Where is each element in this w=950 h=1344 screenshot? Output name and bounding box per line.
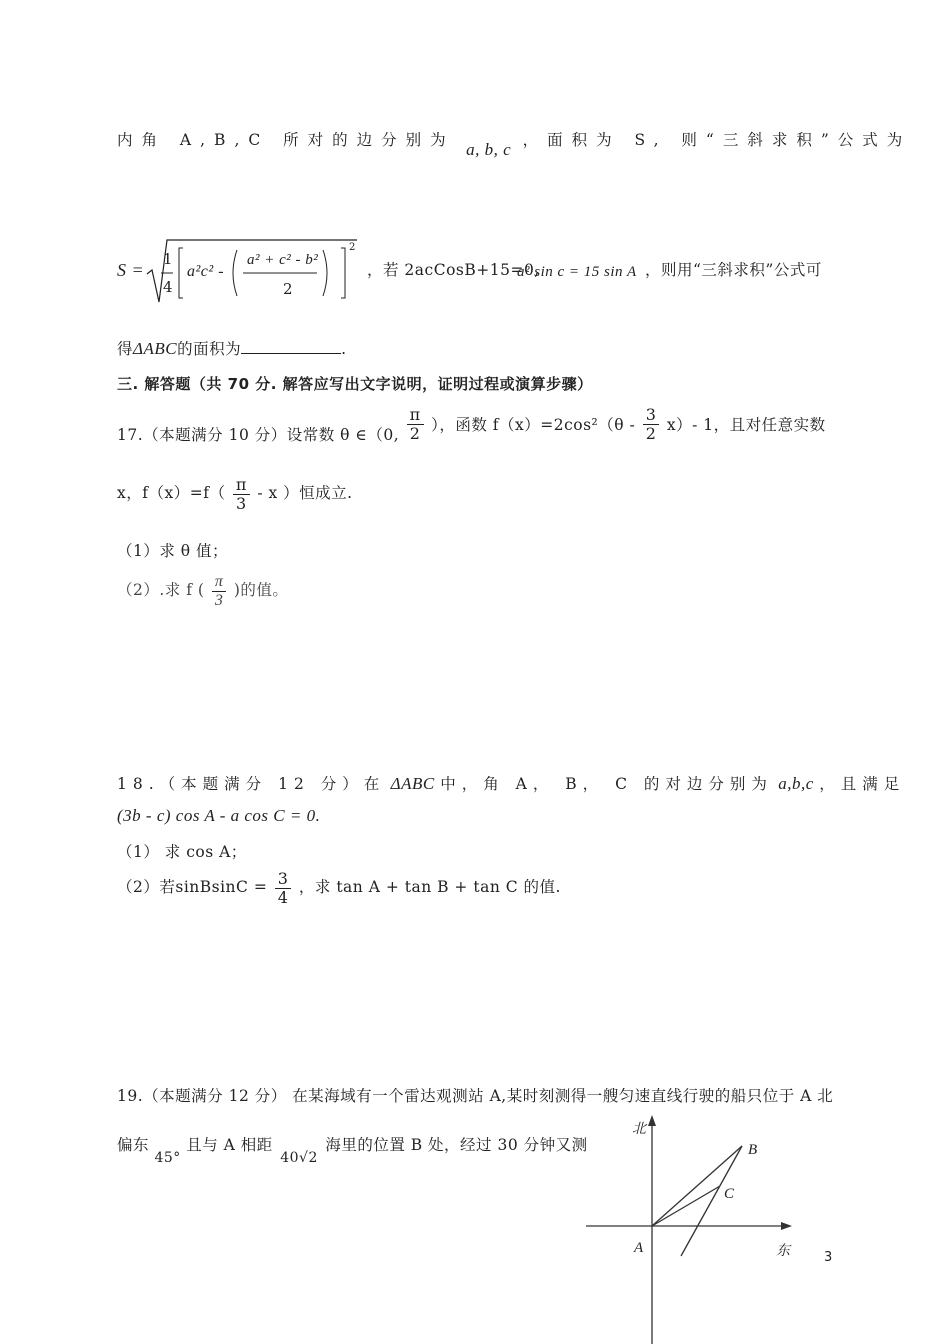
p16-line3-b: 的面积为 [177, 340, 242, 358]
answer-blank [241, 341, 341, 354]
label-A: A [634, 1240, 644, 1256]
p18-q2-frac [275, 870, 292, 906]
inner-num: a² + c² - b² [247, 252, 319, 268]
p19-line2 [117, 1133, 588, 1173]
label-B: B [748, 1142, 758, 1158]
north-arrow [648, 1115, 656, 1126]
p17-pi-num: π [407, 406, 424, 425]
p16-vars: a, b, c [466, 140, 512, 159]
inner-den: 2 [283, 280, 294, 298]
p17-three-halves [643, 406, 660, 442]
p18-text-b: 中，角 A， B， C 的对边分别为 [440, 775, 773, 793]
p17-frac-den: 2 [645, 423, 657, 443]
p18-q2-a: （2）若sinBsinC = [117, 878, 268, 897]
p17-line1 [117, 406, 826, 446]
p16-line3 [117, 337, 347, 359]
p17-pi-half [407, 406, 424, 442]
p18-q1: （1） 求 cos A； [117, 843, 247, 861]
p18-text-a: 18.（本题满分 12 分）在 [117, 775, 386, 793]
p18-vars: a,b,c [778, 774, 814, 793]
condition-1: ，若 2acCosB+15=0, [367, 261, 540, 279]
p16-line3-a: 得 [117, 340, 134, 358]
label-north: 北 [632, 1122, 646, 1137]
condition-3: ，则用“三斜求积”公式可 [645, 261, 822, 279]
sqrt-radical [145, 236, 360, 306]
p19-text-b3: 海里的位置 B 处，经过 30 分钟又测 [325, 1136, 588, 1154]
p17-frac-num: 3 [643, 406, 660, 425]
p16-line1 [117, 128, 912, 159]
p19-text-b2: 且与 A 相距 [186, 1136, 273, 1154]
p17-line2-num: π [233, 476, 250, 495]
formula-a2c2: a²c² - [187, 263, 225, 280]
p17-q2-a: （2）.求 f ( [117, 581, 205, 600]
p19-line1: 19.（本题满分 12 分） 在某海域有一个雷达观测站 A,某时刻测得一艘匀速直线行驶的船只位于 A 北 [117, 1087, 834, 1105]
outer-exponent: 2 [349, 242, 356, 253]
p17-text-b: ），函数 f（x）=2cos²（θ - [431, 416, 636, 435]
p17-q2-b: )的值。 [233, 581, 289, 600]
p17-line2-a: x，f（x）=f（ [117, 484, 226, 503]
p18-line1 [117, 772, 905, 794]
p18-q2 [117, 870, 561, 910]
quarter-den: 4 [163, 278, 174, 296]
p17-q1: （1）求 θ 值； [117, 542, 229, 560]
p17-text-a: 17.（本题满分 10 分）设常数 θ ∈（0, [117, 426, 400, 445]
p18-triangle: ΔABC [390, 774, 435, 793]
p19-distance: 40√2 [280, 1150, 318, 1166]
p17-text-c: x）- 1，且对任意实数 [666, 416, 826, 435]
p17-line2 [117, 476, 353, 512]
segment-AC [652, 1186, 720, 1226]
p17-line2-b: - x ）恒成立. [257, 484, 353, 503]
p19-text-b1: 偏东 [117, 1136, 150, 1154]
p17-pi-den: 2 [409, 423, 421, 443]
condition-2: a² sin c = 15 sin A [517, 264, 637, 280]
p17-q2-den: 3 [214, 591, 224, 609]
p18-q2-num: 3 [275, 870, 292, 889]
p18-text-c: ，且满足 [819, 775, 906, 793]
p16-text-a: 内角 A,B,C 所对的边分别为 [117, 131, 455, 149]
p17-q2 [117, 573, 288, 609]
section-heading: 三. 解答题（共 70 分. 解答应写出文字说明，证明过程或演算步骤） [117, 375, 593, 393]
p17-pi-third [233, 476, 250, 512]
radar-figure [580, 1110, 800, 1344]
p18-q2-den: 4 [277, 887, 289, 907]
quarter-num: 1 [163, 250, 174, 268]
p16-line3-end: . [341, 340, 347, 358]
p18-q2-b: ，求 tan A + tan B + tan C 的值. [298, 878, 561, 897]
p19-angle: 45° [154, 1150, 181, 1166]
p16-text-b: ，面积为 S, 则“三斜求积”公式为 [522, 131, 912, 149]
p16-triangle: ΔABC [133, 339, 178, 358]
east-arrow [781, 1222, 792, 1230]
label-C: C [724, 1186, 735, 1202]
formula-S: S = [117, 260, 145, 280]
p18-equation: (3b - c) cos A - a cos C = 0. [117, 806, 321, 825]
p17-q2-frac [212, 573, 227, 609]
label-east: 东 [776, 1244, 790, 1259]
p17-line2-den: 3 [236, 493, 247, 513]
p17-q2-num: π [212, 573, 227, 592]
page-number: 3 [824, 1250, 833, 1265]
